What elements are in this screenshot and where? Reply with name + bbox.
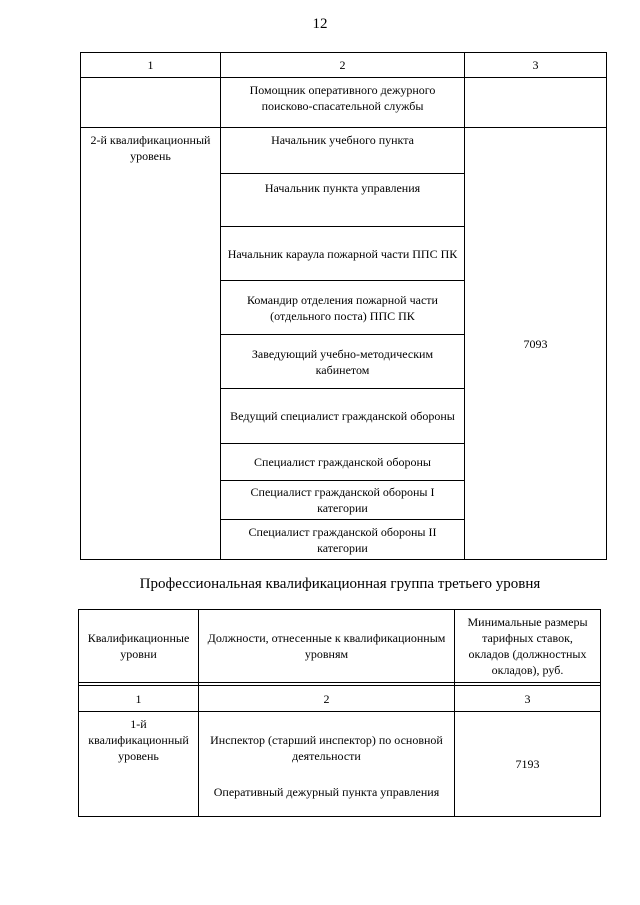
salary-amount: 7093 (465, 128, 607, 560)
header-minimum-salary: Минимальные размеры тарифных ставок, окладов (должностных окладов), руб. (455, 610, 601, 683)
page-number: 12 (312, 16, 328, 32)
column-number-1: 1 (79, 686, 199, 712)
table-row (81, 128, 607, 174)
position-item: Инспектор (старший инспектор) по основной деятельности (210, 733, 443, 763)
qualification-level-label: 2-й квалификационный уровень (81, 128, 221, 560)
salary-cell (465, 78, 607, 128)
position-cell: Помощник оперативного дежурного поисково-спасательной службы (221, 78, 465, 128)
column-number-2: 2 (199, 686, 455, 712)
table-number-row (81, 53, 607, 78)
position-cell: Начальник караула пожарной части ППС ПК (221, 227, 465, 281)
qualification-level-label: 1-й квалификационный уровень (79, 712, 199, 817)
position-cell: Специалист гражданской обороны I категории (221, 481, 465, 520)
section-title: Профессиональная квалификационная группа третьего уровня (139, 576, 541, 592)
position-cell: Заведующий учебно-методическим кабинетом (221, 335, 465, 389)
position-list-cell (199, 712, 455, 817)
table-header-row (79, 610, 601, 683)
column-number-3: 3 (465, 53, 607, 78)
table-row (81, 78, 607, 128)
positions-table-level2 (80, 52, 607, 560)
column-number-1: 1 (81, 53, 221, 78)
table-number-row (79, 686, 601, 712)
qualification-level-cell (81, 78, 221, 128)
header-positions: Должности, отнесенные к квалификационным уровням (199, 610, 455, 683)
position-cell: Начальник пункта управления (221, 174, 465, 227)
salary-amount: 7193 (455, 712, 601, 817)
position-cell: Специалист гражданской обороны II категории (221, 520, 465, 560)
position-cell: Начальник учебного пункта (221, 128, 465, 174)
positions-table-level3 (78, 609, 601, 817)
header-qualification-levels: Квалификационные уровни (79, 610, 199, 683)
column-number-3: 3 (455, 686, 601, 712)
position-item: Оперативный дежурный пункта управления (213, 785, 440, 799)
column-number-2: 2 (221, 53, 465, 78)
position-cell: Специалист гражданской обороны (221, 444, 465, 481)
table-row (79, 712, 601, 817)
position-cell: Командир отделения пожарной части (отдельного поста) ППС ПК (221, 281, 465, 335)
position-cell: Ведущий специалист гражданской обороны (221, 389, 465, 444)
